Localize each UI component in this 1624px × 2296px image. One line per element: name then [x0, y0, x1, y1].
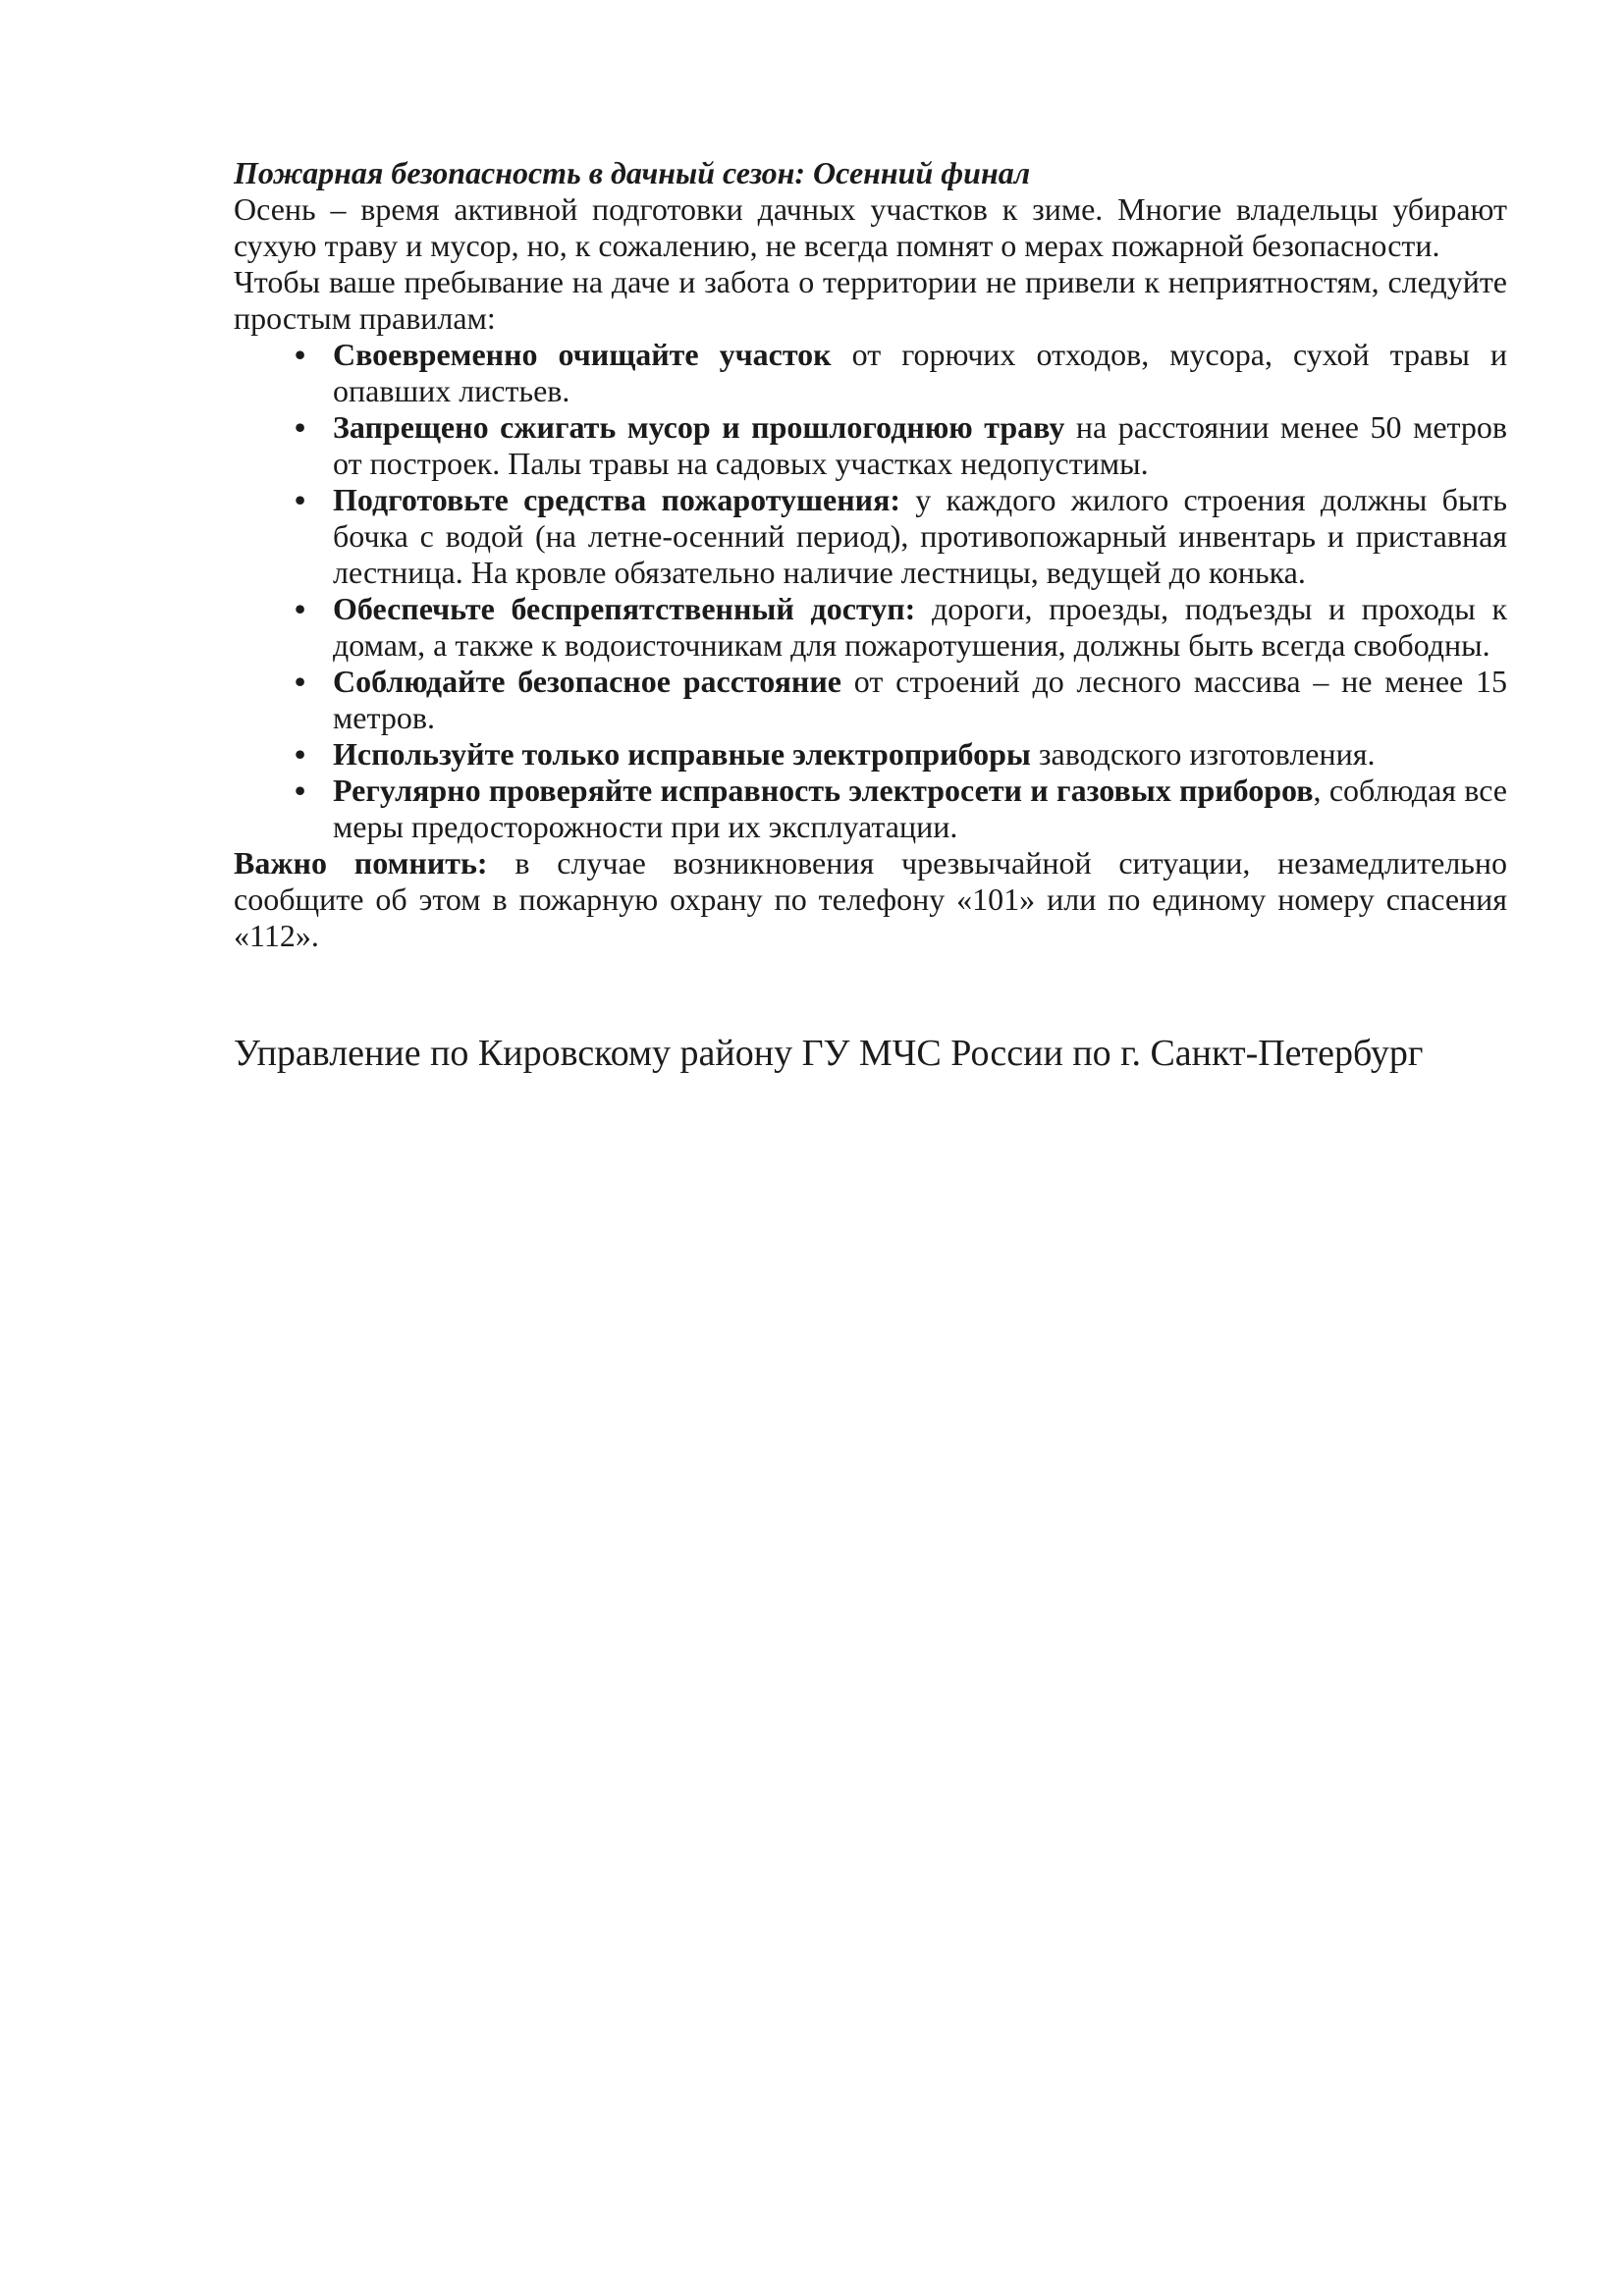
signature-line: Управление по Кировскому району ГУ МЧС России по г. Санкт-Петербург — [234, 1033, 1424, 1074]
rule-lead: Своевременно очищайте участок — [333, 337, 832, 372]
intro-paragraph-2: Чтобы ваше пребывание на даче и забота о территории не привели к неприятностям, следуйте простым правилам: — [234, 264, 1507, 336]
rule-lead: Подготовьте средства пожаротушения: — [333, 482, 901, 517]
rule-lead: Регулярно проверяйте исправность электросети и газовых приборов — [333, 773, 1314, 808]
rule-text: у каждого жилого строения должны быть бочка с водой (на летне-осенний период), противопожарный инвентарь и приставная лестница. На кровле обязательно наличие лестницы, ведущей до конька. — [333, 482, 1508, 590]
intro-paragraph-1: Осень – время активной подготовки дачных участков к зиме. Многие владельцы убирают сухую траву и мусор, но, к сожалению, не всегда помнят о мерах пожарной безопасности. — [234, 191, 1507, 263]
rule-text: , соблюдая все меры предосторожности при их эксплуатации. — [333, 773, 1508, 844]
rule-text: заводского изготовления. — [1030, 736, 1376, 772]
list-item-working-appliances — [234, 736, 1507, 773]
rule-text: от горючих отходов, мусора, сухой травы и опавших листьев. — [333, 337, 1508, 408]
rule-lead: Обеспечьте беспрепятственный доступ: — [333, 591, 916, 626]
rule-text: дороги, проезды, подъезды и проходы к домам, а также к водоисточникам для пожаротушения, должны быть всегда свободны. — [333, 591, 1508, 663]
list-item-clean-plot — [234, 337, 1507, 409]
list-item-check-networks — [234, 773, 1507, 845]
important-lead: Важно помнить: — [234, 845, 488, 881]
rule-lead: Запрещено сжигать мусор и прошлогоднюю траву — [333, 409, 1065, 445]
list-item-firefighting-means — [234, 482, 1507, 591]
rule-text: от строений до лесного массива – не менее 15 метров. — [333, 664, 1508, 735]
list-item-free-access — [234, 591, 1507, 664]
important-paragraph — [234, 845, 1507, 954]
rules-list — [234, 337, 1507, 845]
document-title: Пожарная безопасность в дачный сезон: Осенний финал — [234, 155, 1031, 190]
rule-lead: Используйте только исправные электроприборы — [333, 736, 1031, 772]
rule-lead: Соблюдайте безопасное расстояние — [333, 664, 842, 699]
rule-text: на расстоянии менее 50 метров от построек. Палы травы на садовых участках недопустимы. — [333, 409, 1508, 481]
important-text: в случае возникновения чрезвычайной ситуации, незамедлительно сообщите об этом в пожарную охрану по телефону «101» или по единому номеру спасения «112». — [234, 845, 1508, 953]
list-item-no-burning — [234, 409, 1507, 482]
list-item-safe-distance — [234, 664, 1507, 736]
